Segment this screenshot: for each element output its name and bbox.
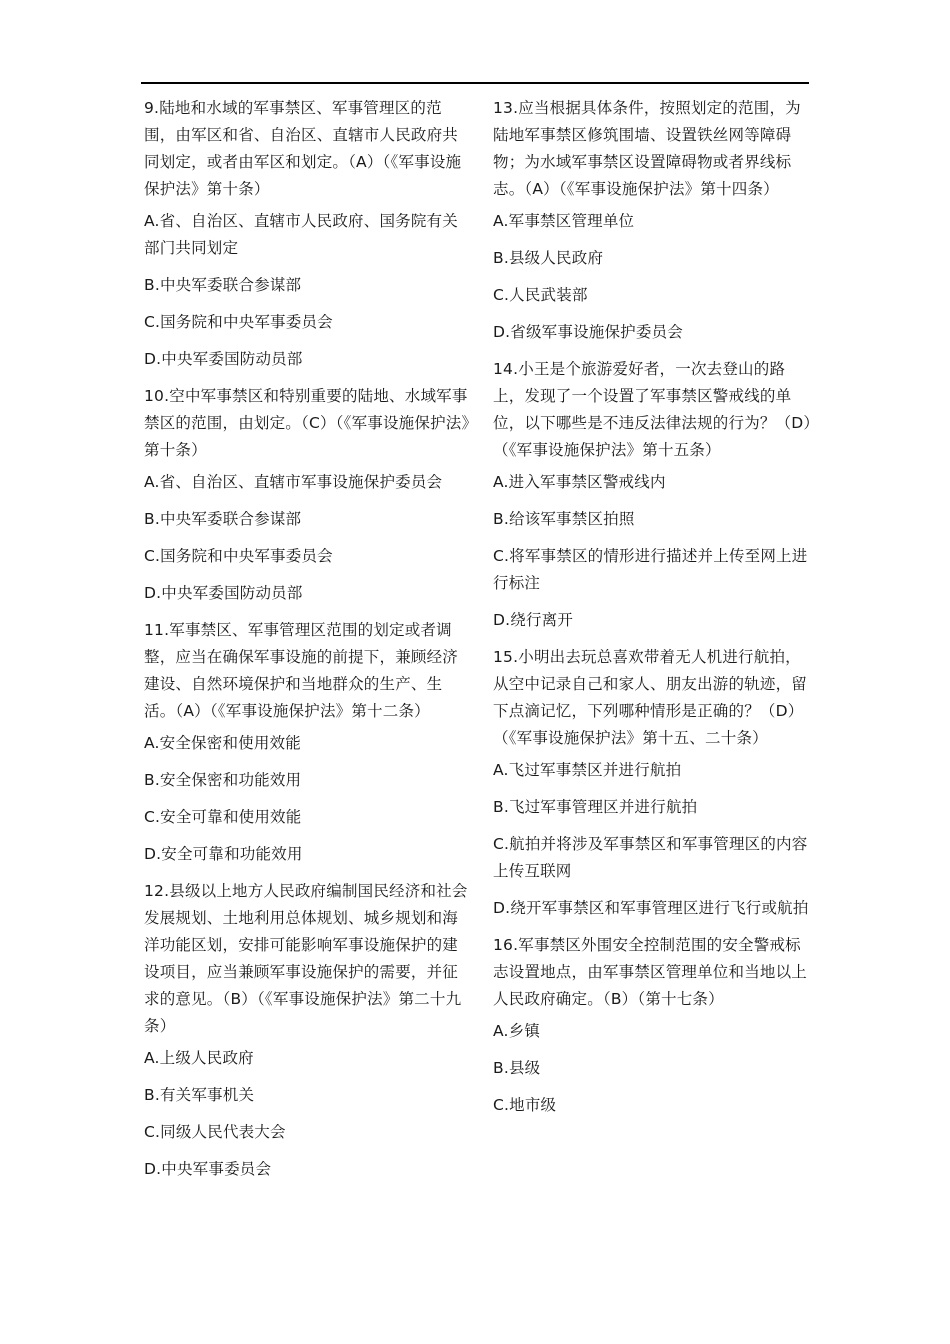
option-c: C.安全可靠和使用效能 xyxy=(144,808,302,826)
option-a: A.军事禁区管理单位 xyxy=(493,212,635,230)
option-b: B.飞过军事管理区并进行航拍 xyxy=(493,798,698,816)
question-text: 14.小王是个旅游爱好者，一次去登山的路上，发现了一个设置了军事禁区警戒线的单位，以下哪些是不违反法律法规的行为？（D）（《军事设施保护法》第十五条） xyxy=(493,360,812,459)
question-text: 13.应当根据具体条件，按照划定的范围，为陆地军事禁区修筑围墙、设置铁丝网等障碍物；为水域军事禁区设置障碍物或者界线标志。（A）（《军事设施保护法》第十四条） xyxy=(493,99,801,198)
question-14 xyxy=(493,356,815,634)
option-c: C.航拍并将涉及军事禁区和军事管理区的内容上传互联网 xyxy=(493,835,808,880)
question-10 xyxy=(144,383,472,607)
option-a: A.安全保密和使用效能 xyxy=(144,734,301,752)
option-b: B.有关军事机关 xyxy=(144,1086,255,1104)
option-c: C.将军事禁区的情形进行描述并上传至网上进行标注 xyxy=(493,547,808,592)
option-a: A.进入军事禁区警戒线内 xyxy=(493,473,666,491)
option-c: C.国务院和中央军事委员会 xyxy=(144,547,333,565)
option-b: B.中央军委联合参谋部 xyxy=(144,276,302,294)
option-d: D.中央军事委员会 xyxy=(144,1160,272,1178)
option-b: B.中央军委联合参谋部 xyxy=(144,510,302,528)
question-text: 10.空中军事禁区和特别重要的陆地、水域军事禁区的范围，由划定。（C）（《军事设施保护法》第十条） xyxy=(144,387,470,459)
option-a: A.省、自治区、直辖市人民政府、国务院有关部门共同划定 xyxy=(144,212,458,257)
question-text: 9.陆地和水域的军事禁区、军事管理区的范围，由军区和省、自治区、直辖市人民政府共同划定，或者由军区和划定。（A）（《军事设施保护法》第十条） xyxy=(144,99,462,198)
top-rule xyxy=(141,82,809,84)
option-c: C.国务院和中央军事委员会 xyxy=(144,313,333,331)
question-9 xyxy=(144,95,472,373)
left-column xyxy=(144,95,472,1193)
question-15 xyxy=(493,644,815,922)
option-d: D.中央军委国防动员部 xyxy=(144,584,303,602)
option-c: C.同级人民代表大会 xyxy=(144,1123,286,1141)
right-column xyxy=(493,95,815,1129)
option-a: A.飞过军事禁区并进行航拍 xyxy=(493,761,682,779)
option-d: D.安全可靠和功能效用 xyxy=(144,845,303,863)
option-b: B.安全保密和功能效用 xyxy=(144,771,302,789)
option-a: A.上级人民政府 xyxy=(144,1049,254,1067)
option-b: B.给该军事禁区拍照 xyxy=(493,510,635,528)
question-text: 12.县级以上地方人民政府编制国民经济和社会发展规划、土地利用总体规划、城乡规划和海洋功能区划，安排可能影响军事设施保护的建设项目，应当兼顾军事设施保护的需要，并征求的意见。（B）（《军事设施保护法》第二十九条） xyxy=(144,882,468,1035)
question-12 xyxy=(144,878,472,1183)
option-c: C.人民武装部 xyxy=(493,286,588,304)
question-text: 15.小明出去玩总喜欢带着无人机进行航拍，从空中记录自己和家人、朋友出游的轨迹，留下点滴记忆，下列哪种情形是正确的？（D）（《军事设施保护法》第十五、二十条） xyxy=(493,648,808,747)
option-d: D.绕行离开 xyxy=(493,611,574,629)
option-a: A.乡镇 xyxy=(493,1022,541,1040)
option-d: D.中央军委国防动员部 xyxy=(144,350,303,368)
question-text: 11.军事禁区、军事管理区范围的划定或者调整，应当在确保军事设施的前提下，兼顾经济建设、自然环境保护和当地群众的生产、生活。（A）（《军事设施保护法》第十二条） xyxy=(144,621,459,720)
question-13 xyxy=(493,95,815,346)
question-16 xyxy=(493,932,815,1119)
option-a: A.省、自治区、直辖市军事设施保护委员会 xyxy=(144,473,443,491)
option-d: D.绕开军事禁区和军事管理区进行飞行或航拍 xyxy=(493,899,809,917)
option-d: D.省级军事设施保护委员会 xyxy=(493,323,683,341)
question-text: 16.军事禁区外围安全控制范围的安全警戒标志设置地点，由军事禁区管理单位和当地以上人民政府确定。（B）（第十七条） xyxy=(493,936,808,1008)
option-c: C.地市级 xyxy=(493,1096,557,1114)
option-b: B.县级人民政府 xyxy=(493,249,604,267)
option-b: B.县级 xyxy=(493,1059,541,1077)
question-11 xyxy=(144,617,472,868)
